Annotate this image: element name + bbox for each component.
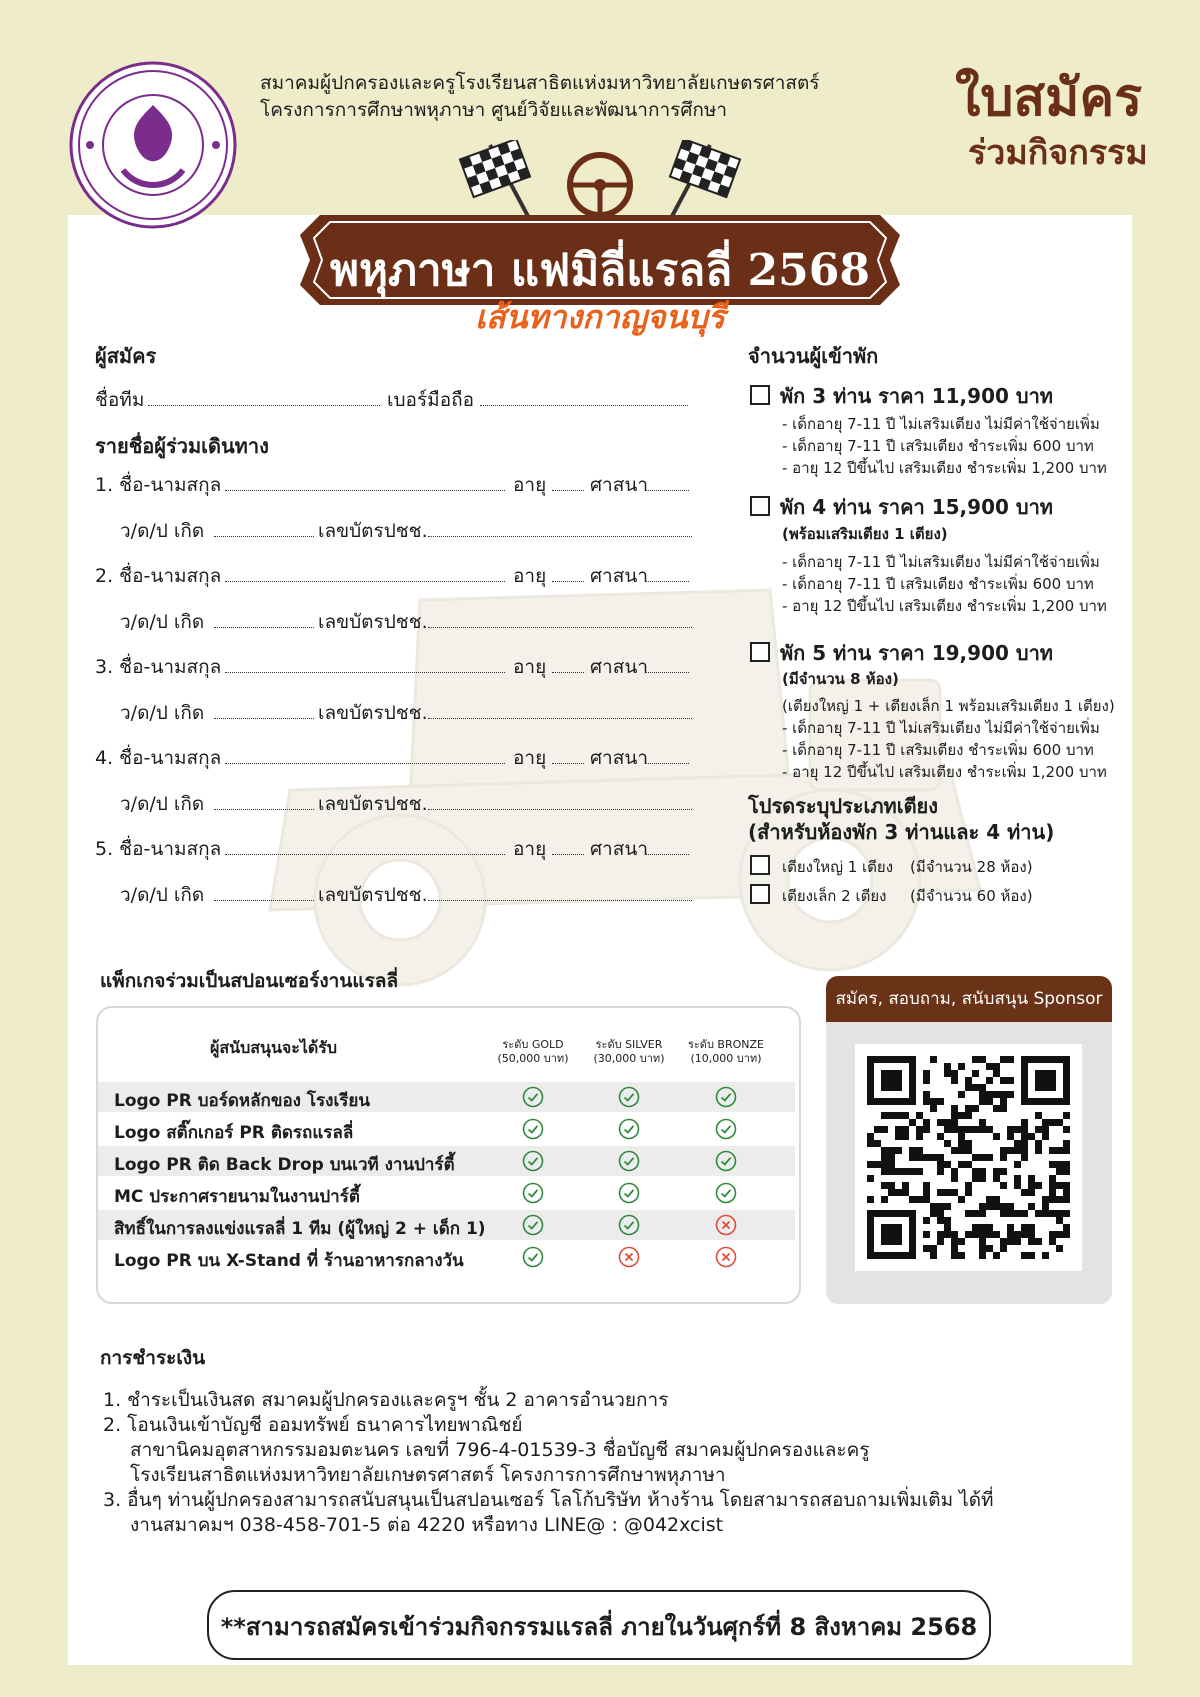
lodging-5-checkbox[interactable] — [750, 642, 770, 662]
lodging-5-title: พัก 5 ท่าน ราคา 19,900 บาท — [780, 641, 1053, 665]
event-title: พหุภาษา แฟมิลี่แรลลี่ 2568 — [330, 245, 870, 296]
deadline-text: **สามารถสมัครเข้าร่วมกิจกรรมแรลลี่ ภายในวันศุกร์ที่ 8 สิงหาคม 2568 — [220, 1613, 978, 1641]
qr-code-frame — [855, 1044, 1082, 1271]
qr-code-icon[interactable] — [855, 1044, 1082, 1271]
participant-name-label: 1. ชื่อ-นามสกุล — [95, 474, 222, 496]
participant-list-heading: รายชื่อผู้ร่วมเดินทาง — [95, 434, 269, 458]
id-label: เลขบัตรปชช. — [318, 611, 428, 633]
participant-name-field[interactable] — [225, 490, 505, 491]
benefit-column-header: ผู้สนับสนุนจะได้รับ — [210, 1038, 338, 1057]
benefit-label: Logo สติ๊กเกอร์ PR ติดรถแรลลี่ — [114, 1123, 354, 1143]
benefit-label: Logo PR บน X-Stand ที่ ร้านอาหารกลางวัน — [114, 1251, 464, 1271]
form-subtitle: ร่วมกิจกรรม — [968, 133, 1148, 173]
bed-small-note: (มีจำนวน 60 ห้อง) — [910, 887, 1033, 905]
phone-field[interactable] — [480, 405, 688, 406]
payment-line: สาขานิคมอุตสาหกรรมอมตะนคร เลขที่ 796-4-01539-3 ชื่อบัญชี สมาคมผู้ปกครองและครู — [130, 1439, 870, 1461]
religion-field[interactable] — [645, 581, 689, 582]
age-field[interactable] — [552, 763, 584, 764]
phone-label: เบอร์มือถือ — [387, 389, 475, 411]
id-label: เลขบัตรปชช. — [318, 520, 428, 542]
age-label: อายุ — [513, 838, 547, 860]
tier-silver-header — [584, 1038, 674, 1066]
benefit-label: Logo PR บอร์ดหลักของ โรงเรียน — [114, 1091, 370, 1111]
id-field[interactable] — [428, 718, 692, 719]
team-label: ชื่อทีม — [95, 389, 145, 411]
payment-heading: การชำระเงิน — [100, 1347, 206, 1369]
cross-icon — [715, 1246, 737, 1268]
lodging-4-checkbox[interactable] — [750, 496, 770, 516]
participant-name-field[interactable] — [225, 854, 505, 855]
age-label: อายุ — [513, 565, 547, 587]
check-icon — [715, 1150, 737, 1172]
checkered-flag-right-icon — [670, 140, 740, 220]
tier-gold-header — [488, 1038, 578, 1066]
payment-line: 3. อื่นๆ ท่านผู้ปกครองสามารถสนับสนุนเป็นสปอนเซอร์ โลโก้บริษัท ห้างร้าน โดยสามารถสอบถามเพิ่มเติม ได้ที่ — [103, 1489, 994, 1511]
age-field[interactable] — [552, 854, 584, 855]
religion-label: ศาสนา — [590, 747, 648, 769]
bed-large-note: (มีจำนวน 28 ห้อง) — [910, 858, 1033, 876]
lodging-5-line: - เด็กอายุ 7-11 ปี เสริมเตียง ชำระเพิ่ม 600 บาท — [782, 741, 1094, 759]
id-field[interactable] — [428, 809, 692, 810]
tier-amount: (10,000 บาท) — [690, 1052, 762, 1065]
sponsor-heading: แพ็กเกจร่วมเป็นสปอนเซอร์งานแรลลี่ — [100, 970, 399, 992]
event-route: เส้นทางกาญจนบุรี — [475, 298, 725, 336]
id-field[interactable] — [428, 900, 692, 901]
bed-large-label: เตียงใหญ่ 1 เตียง — [782, 858, 894, 876]
sponsor-contact-heading: สมัคร, สอบถาม, สนับสนุน Sponsor — [826, 976, 1112, 1022]
org-line-1: สมาคมผู้ปกครองและครูโรงเรียนสาธิตแห่งมหาวิทยาลัยเกษตรศาสตร์ — [260, 72, 820, 94]
lodging-4-line: - เด็กอายุ 7-11 ปี ไม่เสริมเตียง ไม่มีค่าใช้จ่ายเพิ่ม — [782, 553, 1100, 571]
dob-label: ว/ด/ป เกิด — [120, 520, 205, 542]
bed-large-checkbox[interactable] — [750, 855, 770, 875]
payment-line: งานสมาคมฯ 038-458-701-5 ต่อ 4220 หรือทาง LINE@ : @042xcist — [130, 1514, 724, 1536]
lodging-5-line: - เด็กอายุ 7-11 ปี ไม่เสริมเตียง ไม่มีค่าใช้จ่ายเพิ่ม — [782, 719, 1100, 737]
tier-name: ระดับ GOLD — [502, 1038, 564, 1051]
id-field[interactable] — [428, 536, 692, 537]
payment-line: 1. ชำระเป็นเงินสด สมาคมผู้ปกครองและครูฯ ชั้น 2 อาคารอำนวยการ — [103, 1389, 669, 1411]
bed-small-label: เตียงเล็ก 2 เตียง — [782, 887, 887, 905]
religion-field[interactable] — [645, 763, 689, 764]
tier-name: ระดับ SILVER — [595, 1038, 663, 1051]
check-icon — [522, 1086, 544, 1108]
religion-label: ศาสนา — [590, 474, 648, 496]
lodging-4-line: - เด็กอายุ 7-11 ปี เสริมเตียง ชำระเพิ่ม 600 บาท — [782, 575, 1094, 593]
payment-line: โรงเรียนสาธิตแห่งมหาวิทยาลัยเกษตรศาสตร์ โครงการการศึกษาพหุภาษา — [130, 1464, 726, 1486]
tier-name: ระดับ BRONZE — [687, 1038, 764, 1051]
steering-wheel-icon — [570, 155, 630, 215]
check-icon — [522, 1182, 544, 1204]
participant-name-field[interactable] — [225, 581, 505, 582]
id-field[interactable] — [428, 627, 692, 628]
age-label: อายุ — [513, 474, 547, 496]
dob-field[interactable] — [214, 536, 314, 537]
dob-label: ว/ด/ป เกิด — [120, 702, 205, 724]
bed-type-subheading: (สำหรับห้องพัก 3 ท่านและ 4 ท่าน) — [748, 820, 1055, 844]
benefit-label: Logo PR ติด Back Drop บนเวที งานปาร์ตี้ — [114, 1155, 455, 1175]
benefit-label: MC ประกาศรายนามในงานปาร์ตี้ — [114, 1187, 360, 1207]
check-icon — [522, 1150, 544, 1172]
benefit-label: สิทธิ์ในการลงแข่งแรลลี่ 1 ทีม (ผู้ใหญ่ 2 + เด็ก 1) — [114, 1219, 486, 1239]
lodging-3-line: - เด็กอายุ 7-11 ปี ไม่เสริมเตียง ไม่มีค่าใช้จ่ายเพิ่ม — [782, 415, 1100, 433]
participant-name-field[interactable] — [225, 763, 505, 764]
participant-name-label: 3. ชื่อ-นามสกุล — [95, 656, 222, 678]
participant-name-field[interactable] — [225, 672, 505, 673]
form-title: ใบสมัคร — [955, 67, 1143, 128]
dob-field[interactable] — [214, 718, 314, 719]
dob-label: ว/ด/ป เกิด — [120, 884, 205, 906]
dob-label: ว/ด/ป เกิด — [120, 793, 205, 815]
lodging-5-line: (เตียงใหญ่ 1 + เตียงเล็ก 1 พร้อมเสริมเตียง 1 เตียง) — [782, 697, 1115, 715]
association-seal-logo — [68, 60, 238, 230]
dob-label: ว/ด/ป เกิด — [120, 611, 205, 633]
lodging-5-line: - อายุ 12 ปีขึ้นไป เสริมเตียง ชำระเพิ่ม 1,200 บาท — [782, 763, 1107, 781]
check-icon — [715, 1118, 737, 1140]
lodging-3-checkbox[interactable] — [750, 385, 770, 405]
dob-field[interactable] — [214, 809, 314, 810]
check-icon — [522, 1118, 544, 1140]
participant-name-label: 2. ชื่อ-นามสกุล — [95, 565, 222, 587]
tier-bronze-header — [681, 1038, 771, 1066]
age-label: อายุ — [513, 747, 547, 769]
lodging-3-line: - อายุ 12 ปีขึ้นไป เสริมเตียง ชำระเพิ่ม 1,200 บาท — [782, 459, 1107, 477]
check-icon — [522, 1246, 544, 1268]
cross-icon — [618, 1246, 640, 1268]
check-icon — [618, 1182, 640, 1204]
cross-icon — [715, 1214, 737, 1236]
religion-label: ศาสนา — [590, 565, 648, 587]
check-icon — [618, 1214, 640, 1236]
participant-name-label: 4. ชื่อ-นามสกุล — [95, 747, 222, 769]
lodging-4-note: (พร้อมเสริมเตียง 1 เตียง) — [782, 525, 948, 543]
religion-field[interactable] — [645, 490, 689, 491]
dob-field[interactable] — [214, 627, 314, 628]
check-icon — [522, 1214, 544, 1236]
check-icon — [715, 1182, 737, 1204]
check-icon — [618, 1118, 640, 1140]
lodging-3-line: - เด็กอายุ 7-11 ปี เสริมเตียง ชำระเพิ่ม 600 บาท — [782, 437, 1094, 455]
check-icon — [618, 1150, 640, 1172]
dob-field[interactable] — [214, 900, 314, 901]
lodging-3-title: พัก 3 ท่าน ราคา 11,900 บาท — [780, 384, 1053, 408]
team-name-field[interactable] — [148, 405, 380, 406]
tier-amount: (30,000 บาท) — [593, 1052, 665, 1065]
age-label: อายุ — [513, 656, 547, 678]
id-label: เลขบัตรปชช. — [318, 884, 428, 906]
lodging-heading: จำนวนผู้เข้าพัก — [748, 344, 879, 368]
age-field[interactable] — [552, 490, 584, 491]
bed-small-checkbox[interactable] — [750, 884, 770, 904]
applicant-heading: ผู้สมัคร — [95, 344, 157, 368]
id-label: เลขบัตรปชช. — [318, 702, 428, 724]
org-line-2: โครงการการศึกษาพหุภาษา ศูนย์วิจัยและพัฒนาการศึกษา — [260, 99, 728, 121]
checkered-flag-left-icon — [460, 140, 530, 220]
id-label: เลขบัตรปชช. — [318, 793, 428, 815]
religion-label: ศาสนา — [590, 656, 648, 678]
participant-name-label: 5. ชื่อ-นามสกุล — [95, 838, 222, 860]
religion-field[interactable] — [645, 672, 689, 673]
payment-line: 2. โอนเงินเข้าบัญชี ออมทรัพย์ ธนาคารไทยพาณิชย์ — [103, 1414, 523, 1436]
tier-amount: (50,000 บาท) — [497, 1052, 569, 1065]
check-icon — [618, 1086, 640, 1108]
age-field[interactable] — [552, 581, 584, 582]
age-field[interactable] — [552, 672, 584, 673]
bed-type-heading: โปรดระบุประเภทเตียง — [748, 794, 939, 818]
lodging-5-note: (มีจำนวน 8 ห้อง) — [782, 670, 899, 688]
check-icon — [715, 1086, 737, 1108]
religion-label: ศาสนา — [590, 838, 648, 860]
religion-field[interactable] — [645, 854, 689, 855]
lodging-4-line: - อายุ 12 ปีขึ้นไป เสริมเตียง ชำระเพิ่ม 1,200 บาท — [782, 597, 1107, 615]
lodging-4-title: พัก 4 ท่าน ราคา 15,900 บาท — [780, 495, 1053, 519]
